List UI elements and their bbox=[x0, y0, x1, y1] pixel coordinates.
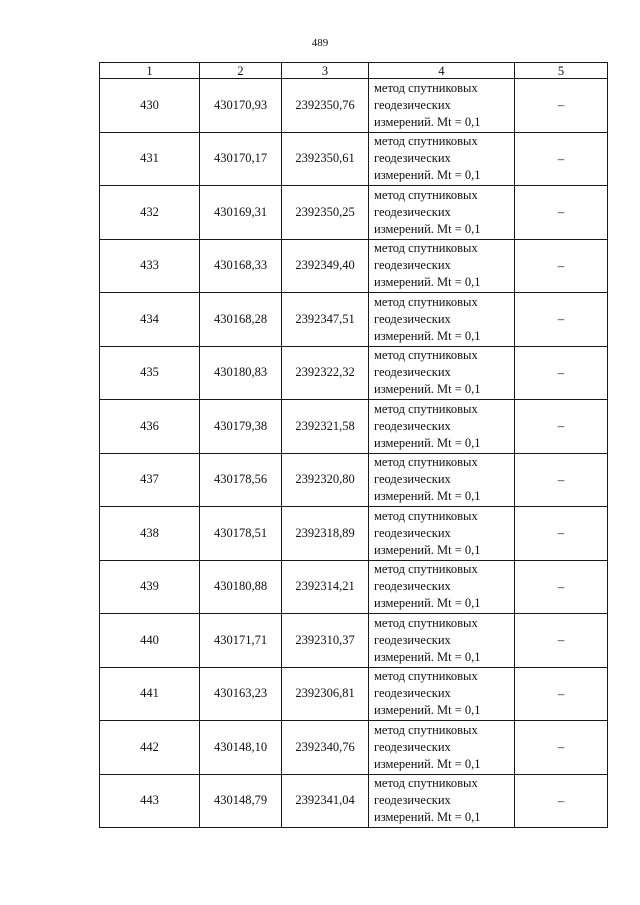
method-line: геодезических bbox=[374, 793, 451, 808]
method-line: метод спутниковых bbox=[374, 508, 478, 523]
column-5-cell: – bbox=[515, 400, 608, 454]
method-line: геодезических bbox=[374, 258, 451, 273]
point-number-cell: 442 bbox=[100, 721, 200, 775]
method-line: измерений. Mt = 0,1 bbox=[374, 328, 481, 343]
point-number-cell: 433 bbox=[100, 239, 200, 293]
x-coordinate-cell: 430170,17 bbox=[200, 132, 282, 186]
y-coordinate-cell: 2392341,04 bbox=[282, 774, 369, 828]
header-col-4: 4 bbox=[369, 63, 515, 79]
method-cell bbox=[369, 453, 515, 507]
method-cell bbox=[369, 239, 515, 293]
column-5-cell: – bbox=[515, 453, 608, 507]
method-line: метод спутниковых bbox=[374, 294, 478, 309]
x-coordinate-cell: 430168,33 bbox=[200, 239, 282, 293]
point-number-cell: 440 bbox=[100, 614, 200, 668]
point-number-cell: 435 bbox=[100, 346, 200, 400]
method-line: геодезических bbox=[374, 151, 451, 166]
y-coordinate-cell: 2392310,37 bbox=[282, 614, 369, 668]
method-line: метод спутниковых bbox=[374, 401, 478, 416]
point-number-cell: 436 bbox=[100, 400, 200, 454]
y-coordinate-cell: 2392306,81 bbox=[282, 667, 369, 721]
column-5-cell: – bbox=[515, 186, 608, 240]
method-line: геодезических bbox=[374, 97, 451, 112]
x-coordinate-cell: 430168,28 bbox=[200, 293, 282, 347]
method-line: геодезических bbox=[374, 311, 451, 326]
method-line: метод спутниковых bbox=[374, 134, 478, 149]
method-cell bbox=[369, 400, 515, 454]
point-number-cell: 431 bbox=[100, 132, 200, 186]
method-line: метод спутниковых bbox=[374, 348, 478, 363]
method-line: метод спутниковых bbox=[374, 80, 478, 95]
method-line: измерений. Mt = 0,1 bbox=[374, 756, 481, 771]
point-number-cell: 432 bbox=[100, 186, 200, 240]
table-row bbox=[100, 79, 608, 133]
y-coordinate-cell: 2392314,21 bbox=[282, 560, 369, 614]
x-coordinate-cell: 430180,88 bbox=[200, 560, 282, 614]
x-coordinate-cell: 430170,93 bbox=[200, 79, 282, 133]
coordinates-table bbox=[99, 62, 608, 828]
method-line: измерений. Mt = 0,1 bbox=[374, 596, 481, 611]
column-5-cell: – bbox=[515, 560, 608, 614]
header-col-3: 3 bbox=[282, 63, 369, 79]
y-coordinate-cell: 2392321,58 bbox=[282, 400, 369, 454]
y-coordinate-cell: 2392350,76 bbox=[282, 79, 369, 133]
column-5-cell: – bbox=[515, 721, 608, 775]
method-line: геодезических bbox=[374, 739, 451, 754]
header-col-1: 1 bbox=[100, 63, 200, 79]
header-col-2: 2 bbox=[200, 63, 282, 79]
method-cell bbox=[369, 132, 515, 186]
column-5-cell: – bbox=[515, 293, 608, 347]
table-row bbox=[100, 453, 608, 507]
column-5-cell: – bbox=[515, 507, 608, 561]
table-header bbox=[100, 63, 608, 79]
method-line: измерений. Mt = 0,1 bbox=[374, 275, 481, 290]
table-row bbox=[100, 507, 608, 561]
page-number: 489 bbox=[311, 37, 329, 49]
table-row bbox=[100, 400, 608, 454]
column-5-cell: – bbox=[515, 79, 608, 133]
method-line: геодезических bbox=[374, 525, 451, 540]
y-coordinate-cell: 2392340,76 bbox=[282, 721, 369, 775]
table-row bbox=[100, 239, 608, 293]
method-line: измерений. Mt = 0,1 bbox=[374, 489, 481, 504]
header-col-5: 5 bbox=[515, 63, 608, 79]
y-coordinate-cell: 2392350,61 bbox=[282, 132, 369, 186]
table-row bbox=[100, 614, 608, 668]
method-cell bbox=[369, 346, 515, 400]
method-line: метод спутниковых bbox=[374, 615, 478, 630]
method-line: измерений. Mt = 0,1 bbox=[374, 168, 481, 183]
method-cell bbox=[369, 614, 515, 668]
method-line: геодезических bbox=[374, 365, 451, 380]
x-coordinate-cell: 430148,10 bbox=[200, 721, 282, 775]
method-cell bbox=[369, 774, 515, 828]
method-cell bbox=[369, 667, 515, 721]
method-cell bbox=[369, 79, 515, 133]
y-coordinate-cell: 2392320,80 bbox=[282, 453, 369, 507]
x-coordinate-cell: 430179,38 bbox=[200, 400, 282, 454]
column-5-cell: – bbox=[515, 132, 608, 186]
x-coordinate-cell: 430180,83 bbox=[200, 346, 282, 400]
column-5-cell: – bbox=[515, 239, 608, 293]
method-line: метод спутниковых bbox=[374, 562, 478, 577]
method-line: метод спутниковых bbox=[374, 187, 478, 202]
column-5-cell: – bbox=[515, 667, 608, 721]
column-5-cell: – bbox=[515, 774, 608, 828]
point-number-cell: 439 bbox=[100, 560, 200, 614]
table-row bbox=[100, 560, 608, 614]
method-line: метод спутниковых bbox=[374, 776, 478, 791]
point-number-cell: 430 bbox=[100, 79, 200, 133]
method-line: геодезических bbox=[374, 579, 451, 594]
method-line: измерений. Mt = 0,1 bbox=[374, 221, 481, 236]
table-row bbox=[100, 186, 608, 240]
y-coordinate-cell: 2392322,32 bbox=[282, 346, 369, 400]
x-coordinate-cell: 430178,56 bbox=[200, 453, 282, 507]
x-coordinate-cell: 430163,23 bbox=[200, 667, 282, 721]
method-line: метод спутниковых bbox=[374, 241, 478, 256]
method-line: измерений. Mt = 0,1 bbox=[374, 435, 481, 450]
method-line: геодезических bbox=[374, 472, 451, 487]
table-row bbox=[100, 721, 608, 775]
table-body bbox=[100, 79, 608, 828]
table-row bbox=[100, 774, 608, 828]
method-line: метод спутниковых bbox=[374, 669, 478, 684]
method-line: геодезических bbox=[374, 686, 451, 701]
y-coordinate-cell: 2392347,51 bbox=[282, 293, 369, 347]
table-row bbox=[100, 293, 608, 347]
table-row bbox=[100, 132, 608, 186]
method-line: измерений. Mt = 0,1 bbox=[374, 810, 481, 825]
point-number-cell: 441 bbox=[100, 667, 200, 721]
column-5-cell: – bbox=[515, 346, 608, 400]
y-coordinate-cell: 2392349,40 bbox=[282, 239, 369, 293]
method-line: измерений. Mt = 0,1 bbox=[374, 114, 481, 129]
method-line: геодезических bbox=[374, 204, 451, 219]
method-cell bbox=[369, 186, 515, 240]
method-line: метод спутниковых bbox=[374, 455, 478, 470]
point-number-cell: 437 bbox=[100, 453, 200, 507]
point-number-cell: 438 bbox=[100, 507, 200, 561]
point-number-cell: 434 bbox=[100, 293, 200, 347]
method-line: измерений. Mt = 0,1 bbox=[374, 649, 481, 664]
method-line: геодезических bbox=[374, 632, 451, 647]
y-coordinate-cell: 2392350,25 bbox=[282, 186, 369, 240]
method-line: измерений. Mt = 0,1 bbox=[374, 542, 481, 557]
table-row bbox=[100, 667, 608, 721]
method-line: измерений. Mt = 0,1 bbox=[374, 703, 481, 718]
x-coordinate-cell: 430178,51 bbox=[200, 507, 282, 561]
table-row bbox=[100, 346, 608, 400]
column-5-cell: – bbox=[515, 614, 608, 668]
method-line: метод спутниковых bbox=[374, 722, 478, 737]
method-cell bbox=[369, 293, 515, 347]
header-row bbox=[100, 63, 608, 79]
method-cell bbox=[369, 721, 515, 775]
y-coordinate-cell: 2392318,89 bbox=[282, 507, 369, 561]
method-line: геодезических bbox=[374, 418, 451, 433]
point-number-cell: 443 bbox=[100, 774, 200, 828]
method-cell bbox=[369, 507, 515, 561]
x-coordinate-cell: 430169,31 bbox=[200, 186, 282, 240]
method-cell bbox=[369, 560, 515, 614]
x-coordinate-cell: 430171,71 bbox=[200, 614, 282, 668]
x-coordinate-cell: 430148,79 bbox=[200, 774, 282, 828]
method-line: измерений. Mt = 0,1 bbox=[374, 382, 481, 397]
